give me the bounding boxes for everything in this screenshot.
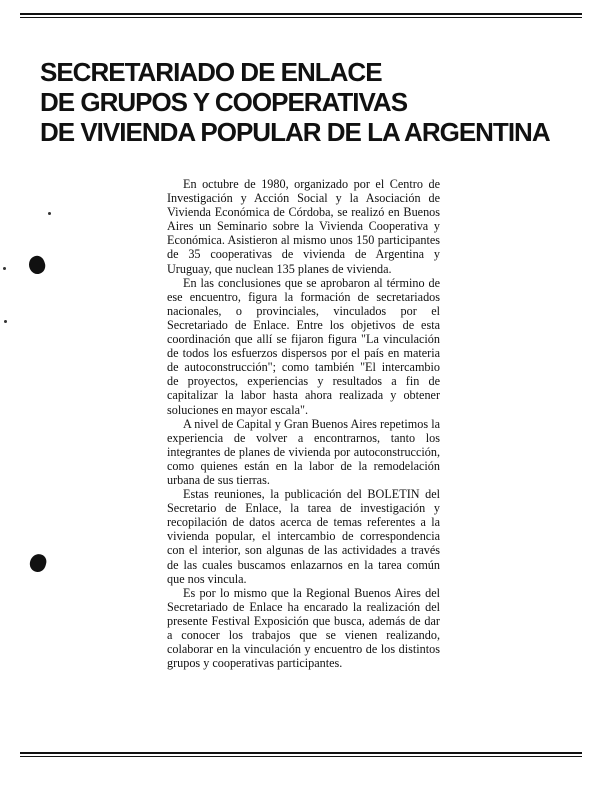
paragraph-1: En octubre de 1980, organizado por el Centro de Investigación y Acción Social y la Asociación de Vivienda Económica de Córdoba, se realizó en Buenos Aires un Seminario sobre la Vivienda Cooperativa y Económica. Asistieron al mismo unos 150 participantes de 35 cooperativas de vivienda de Argentina y Uruguay, que nuclean 135 planes de vivienda. (167, 177, 440, 276)
paragraph-4: Estas reuniones, la publicación del BOLETIN del Secretario de Enlace, la tarea de investigación y recopilación de datos acerca de temas referentes a la vivienda popular, el intercambio de correspondencia con el interior, son algunas de las actividades a través de las cuales buscamos enlazarnos en la tarea común que nos vincula. (167, 487, 440, 586)
title-line-2: DE GRUPOS Y COOPERATIVAS (40, 87, 408, 117)
scan-speck (48, 212, 51, 215)
scan-mark-upper (26, 254, 47, 276)
page-title (40, 57, 585, 147)
article-body (167, 177, 440, 670)
title-line-3: DE VIVIENDA POPULAR DE LA ARGENTINA (40, 117, 550, 147)
top-rule (20, 13, 582, 18)
bottom-rule (20, 752, 582, 757)
title-line-1: SECRETARIADO DE ENLACE (40, 57, 382, 87)
paragraph-2: En las conclusiones que se aprobaron al término de ese encuentro, figura la formación de secretariados nacionales, o provinciales, vinculados por el Secretariado de Enlace. Entre los objetivos de esta coordinación que allí se fijaron figura "La vinculación de todos los esfuerzos dispersos por el país en materia de autoconstrucción"; como también "El intercambio de proyectos, experiencias y resultados a fin de capitalizar la labor hasta ahora realizada y obtener soluciones en mayor escala". (167, 275, 440, 417)
scan-speck (3, 267, 6, 270)
paragraph-3: A nivel de Capital y Gran Buenos Aires repetimos la experiencia de volver a encontrarnos, tanto los integrantes de planes de vivienda por autoconstrucción, como quienes están en la labor de la remodelación urbana de sus tierras. (167, 416, 440, 487)
scan-speck (4, 320, 7, 323)
paragraph-5: Es por lo mismo que la Regional Buenos Aires del Secretariado de Enlace ha encarado la realización del presente Festival Exposición que busca, además de dar a conocer los trabajos que se vienen realizando, colaborar en la vinculación y encuentro de los distintos grupos y cooperativas participantes. (167, 585, 440, 671)
scan-mark-lower (28, 552, 48, 574)
